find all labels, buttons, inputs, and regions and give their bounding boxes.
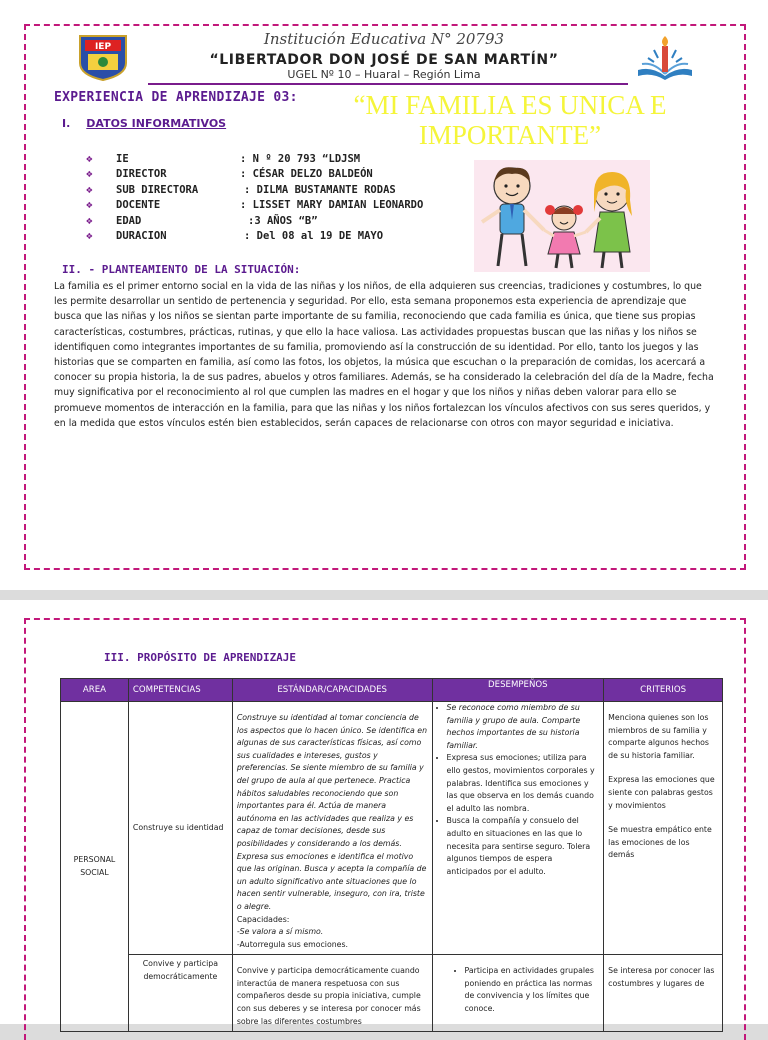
capacidad-item: -Se valora a sí mismo. <box>236 927 324 937</box>
competencia-cell: Convive y participa democráticamente <box>128 955 232 1032</box>
desempenos-cell <box>432 702 604 955</box>
desempeno-item: • Se reconoce como miembro de su familia y grupo de aula. Comparte hechos importantes de su historia familiar. <box>447 702 600 752</box>
ugel-line: UGEL Nº 10 – Huaral – Región Lima <box>287 68 481 81</box>
section-ii-heading: II. - PLANTEAMIENTO DE LA SITUACIÓN: <box>62 263 301 276</box>
info-key: EDAD <box>116 214 142 227</box>
table-header-row <box>61 679 723 702</box>
capacidades-label: Capacidades: <box>236 914 290 924</box>
info-value: : N º 20 793 “LDJSM <box>240 153 361 165</box>
desempeno-item: • Busca la compañía y consuelo del adulto en situaciones en las que lo necesita para sentirse seguro. Tolera algunos tiempos de espera anticipados por el adulto. <box>447 815 600 878</box>
info-key: DURACION <box>116 229 167 242</box>
logo-text: IEP <box>94 42 112 52</box>
desempeno-item: • Expresa sus emociones; utiliza para ello gestos, movimientos corporales y palabras. Identifica sus emociones y las que observa en los demás cuando el adulto las nombra. <box>447 752 600 815</box>
diamond-bullet-icon: ❖ <box>86 198 93 212</box>
info-key: DOCENTE <box>116 199 161 212</box>
desempenos-cell <box>432 955 604 1032</box>
info-value: : CÉSAR DELZO BALDEÓN <box>240 168 373 181</box>
open-book-torch-icon <box>634 36 696 80</box>
section-i-heading <box>62 117 226 130</box>
header-area: AREA <box>61 679 129 702</box>
diamond-bullet-icon: ❖ <box>86 182 93 196</box>
header-estandar: ESTÁNDAR/CAPACIDADES <box>232 679 432 702</box>
school-name: “LIBERTADOR DON JOSÉ DE SAN MARTÍN” <box>209 52 559 68</box>
info-key: IE <box>116 153 129 165</box>
info-value: :3 AÑOS “B” <box>248 214 318 227</box>
header-competencias: COMPETENCIAS <box>128 679 232 702</box>
info-value: : Del 08 al 19 DE MAYO <box>244 229 384 242</box>
criterios-cell: Se interesa por conocer las costumbres y lugares de <box>604 955 723 1032</box>
info-key: DIRECTOR <box>116 168 167 181</box>
estandar-text: Construye su identidad al tomar conciencia de los aspectos que lo hacen único. Se identifica en algunas de sus características físicas, así como sus cualidades e intereses, gustos y preferencias. Se siente miembro de su familia y del grupo de aula al que pertenece. Practica hábitos saludables reconociendo que son importantes para él. Actúa de manera autónoma en las actividades que realiza y es capaz de tomar decisiones, desde sus posibilidades y considerando a los demás. Expresa sus emociones e identifica el motivo que las originan. Busca y acepta la compañía de un adulto significativo ante situaciones que lo hacen sentir vulnerable, inseguro, con ira, triste o alegre. <box>236 713 428 911</box>
diamond-bullet-icon: ❖ <box>86 167 93 181</box>
table-row <box>61 702 723 955</box>
institution-line: Institución Educativa N° 20793 <box>263 30 505 48</box>
section-i-number: I. <box>62 117 71 130</box>
desempeno-item: • Participa en actividades grupales poniendo en práctica las normas de convivencia y los límites que conoce. <box>465 965 600 1015</box>
section-i-label: DATOS INFORMATIVOS <box>86 117 227 130</box>
competencia-cell: Construye su identidad <box>128 702 232 955</box>
estandar-cell: Convive y participa democráticamente cuando interactúa de manera respetuosa con sus compañeros desde su propia iniciativa, cumple con sus deberes y se interesa por conocer más sobre las diferentes costumbres <box>232 955 432 1032</box>
learning-purpose-table <box>60 678 723 1032</box>
situation-paragraph: La familia es el primer entorno social en la vida de las niñas y los niños, de ella adquieren sus creencias, tradiciones y costumbres, lo que les permite desarrollar un sentido de pertenencia y seguridad. Por ello, esta semana proponemos esta experiencia de aprendizaje que busca que las niñas y los niños se sientan parte importante de su familia, reconociendo que cada familia es única, que tiene sus propias características, costumbres, prácticas, rutinas, y que ello la hace valiosa. Las actividades propuestas buscan que las niñas y los niños se identifiquen como integrantes importantes de su familia, promoviendo así la construcción de su identidad. Por ello, tanto los juegos y las historias que se comparten en familia, así como las fotos, los objetos, la música que escuchan o la preparación de comidas, los acercará a conocer su propia historia, la de sus padres, abuelos y otros familiares. Además, se ha considerado la celebración del día de la Madre, fecha muy significativa por el reconocimiento al rol que cumplen las madres en el hogar y que los niños y niñas deben valorar para ello se promueve momentos de interacción en la familia, para que las niñas y los niños fortalezcan los vínculos afectivos con sus seres queridos, y en la medida que estos vínculos estén bien establecidos, serán capaces de relacionarse con otros con mayor seguridad e iniciativa. <box>54 281 714 429</box>
estandar-cell <box>232 702 432 955</box>
info-value: : DILMA BUSTAMANTE RODAS <box>244 183 396 196</box>
experience-title: “MI FAMILIA ES UNICA E IMPORTANTE” <box>353 90 667 150</box>
info-key: SUB DIRECTORA <box>116 183 199 196</box>
criterio-item: Expresa las emociones que siente con palabras gestos y movimientos <box>608 775 715 810</box>
area-cell: PERSONAL SOCIAL <box>61 702 129 1032</box>
criterios-cell <box>604 702 723 955</box>
header-divider <box>148 83 628 85</box>
capacidad-item: -Autorregula sus emociones. <box>236 939 348 949</box>
table-row <box>61 955 723 1032</box>
criterio-item: Se muestra empático ente las emociones de los demás <box>608 825 712 860</box>
experience-label: EXPERIENCIA DE APRENDIZAJE 03: <box>54 90 298 105</box>
family-illustration <box>474 160 650 272</box>
diamond-bullet-icon: ❖ <box>86 152 93 165</box>
diamond-bullet-icon: ❖ <box>86 228 93 242</box>
diamond-bullet-icon: ❖ <box>86 213 93 227</box>
criterio-item: Menciona quienes son los miembros de su familia y comparte algunos hechos de su historia familiar. <box>608 713 709 760</box>
section-iii-heading: III. PROPÓSITO DE APRENDIZAJE <box>104 651 297 664</box>
info-value: : LISSET MARY DAMIAN LEONARDO <box>240 199 424 212</box>
header-desempenos: DESEMPEÑOS <box>432 679 604 702</box>
header-criterios: CRITERIOS <box>604 679 723 702</box>
